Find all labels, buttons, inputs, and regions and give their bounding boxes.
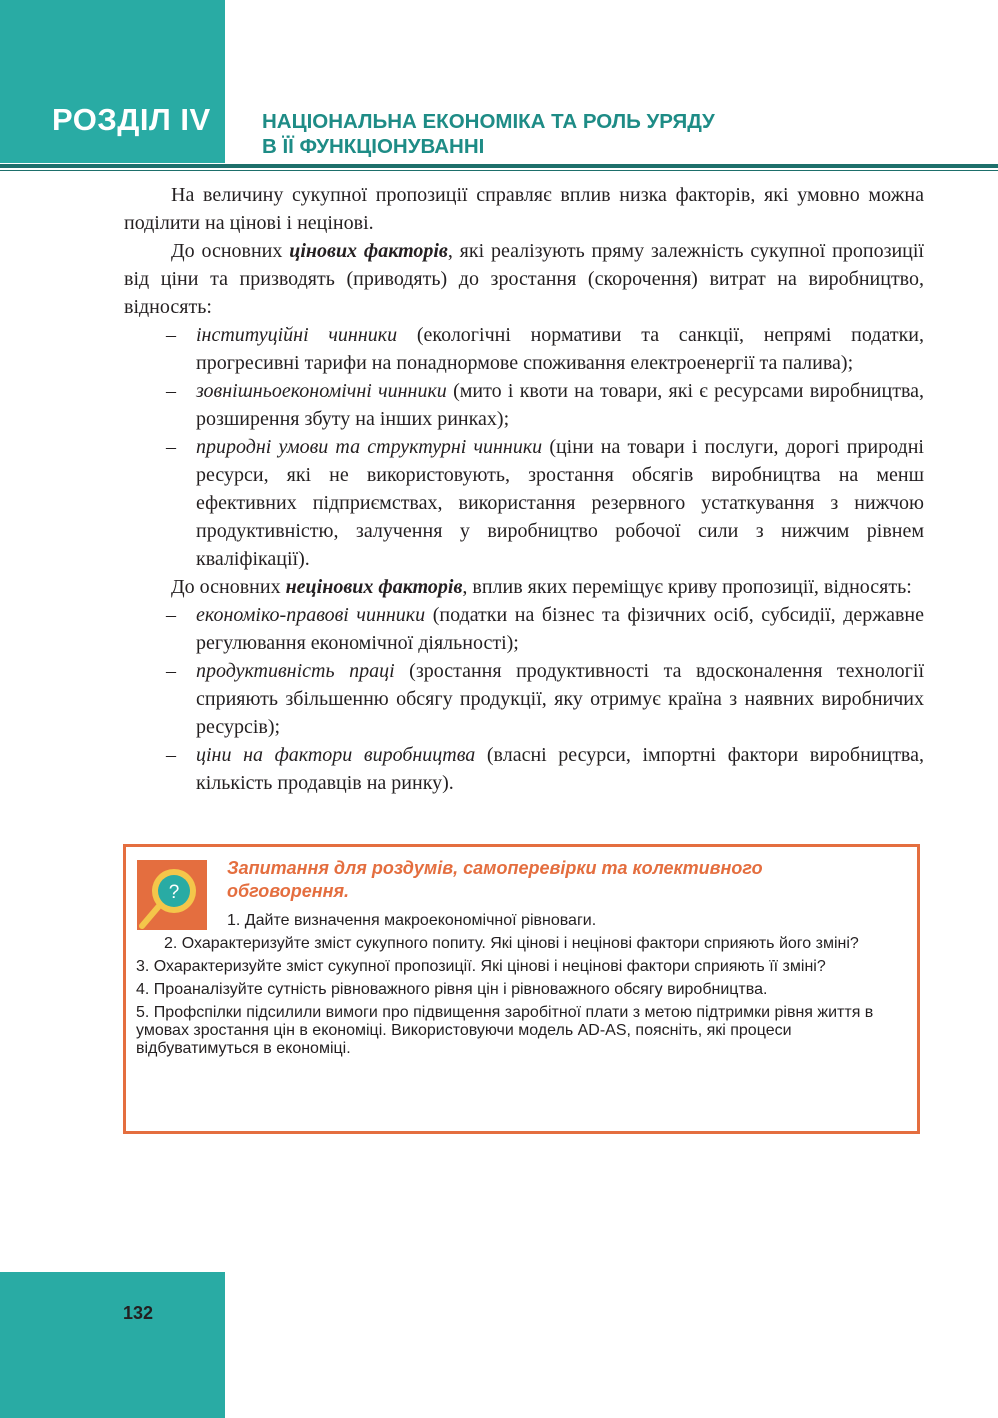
header-rule: [0, 164, 998, 168]
chapter-title: [262, 109, 715, 159]
question-item: 1. Дайте визначення макроекономічної рівноваги.: [227, 912, 597, 929]
footer-teal-block: [0, 1272, 225, 1418]
chapter-title-line-2: В ЇЇ ФУНКЦІОНУВАННІ: [262, 135, 485, 158]
list-item: – інституційні чинники (екологічні нормативи та санкції, непрямі податки, прогресивні тарифи на понаднормове споживання електроенергії та палива);: [166, 324, 924, 374]
question-item: 4. Проаналізуйте сутність рівноважного рівня цін і рівноважного обсягу виробництва.: [136, 981, 768, 998]
questions-box: [123, 844, 920, 1134]
list-item: – продуктивність праці (зростання продуктивності та вдосконалення технології сприяють збільшенню обсягу продукції, яку отримує країна з наявних виробничих ресурсів);: [166, 660, 924, 738]
nonprice-factors-list: [124, 601, 924, 797]
term-nonprice-factors: нецінових факторів: [285, 576, 463, 598]
main-text: [124, 181, 924, 797]
list-item: – природні умови та структурні чинники (ціни на товари і послуги, дорогі природні ресурси, які не використовують, зростання обсягів виробництва на менш ефективних підприємствах, використання резервного устаткування з нижчою продуктивністю, залучення у виробництво робочої сили з нижчим рівнем кваліфікації).: [166, 436, 924, 570]
paragraph-nonprice-factors: До основних нецінових факторів, вплив яких переміщує криву пропозиції, відносять:: [171, 576, 912, 598]
questions-list: [136, 912, 916, 1063]
question-item: 5. Профспілки підсилили вимоги про підвищення заробітної плати з метою підтримки рівня життя в умовах зростання цін в економіці. Використовуючи модель AD-AS, поясніть, які процеси відбуватимуться в економіці.: [136, 1004, 874, 1057]
question-item: 2. Охарактеризуйте зміст сукупного попиту. Які цінові і нецінові фактори сприяють його зміні?: [164, 935, 859, 952]
list-item: – зовнішньоекономічні чинники (мито і квоти на товари, які є ресурсами виробництва, розширення збуту на інших ринках);: [166, 380, 925, 430]
header-rule-thin: [0, 170, 998, 171]
term-price-factors: цінових факторів: [289, 240, 448, 262]
question-item: 3. Охарактеризуйте зміст сукупної пропозиції. Які цінові і нецінові фактори сприяють її зміні?: [136, 958, 826, 975]
questions-title: Запитання для роздумів, самоперевірки та колективного обговорення.: [227, 858, 763, 901]
section-label: РОЗДІЛ IV: [52, 102, 211, 137]
question-mark-glyph: ?: [168, 882, 180, 903]
page-number: 132: [123, 1303, 154, 1323]
price-factors-list: [124, 321, 924, 573]
list-item: – економіко-правові чинники (податки на бізнес та фізичних осіб, субсидії, державне регулювання економічної діяльності);: [166, 604, 924, 654]
header-teal-block: [0, 0, 225, 163]
paragraph-intro: На величину сукупної пропозиції справляє вплив низка факторів, які умовно можна поділити на цінові і нецінові.: [124, 184, 924, 234]
paragraph-price-factors: До основних цінових факторів, які реалізують пряму залежність сукупної пропозиції від ціни та призводять (приводять) до зростання (скорочення) витрат на виробництво, відносять:: [124, 240, 924, 318]
chapter-title-line-1: НАЦІОНАЛЬНА ЕКОНОМІКА ТА РОЛЬ УРЯДУ: [262, 110, 715, 133]
list-item: – ціни на фактори виробництва (власні ресурси, імпортні фактори виробництва, кількість продавців на ринку).: [166, 744, 924, 794]
